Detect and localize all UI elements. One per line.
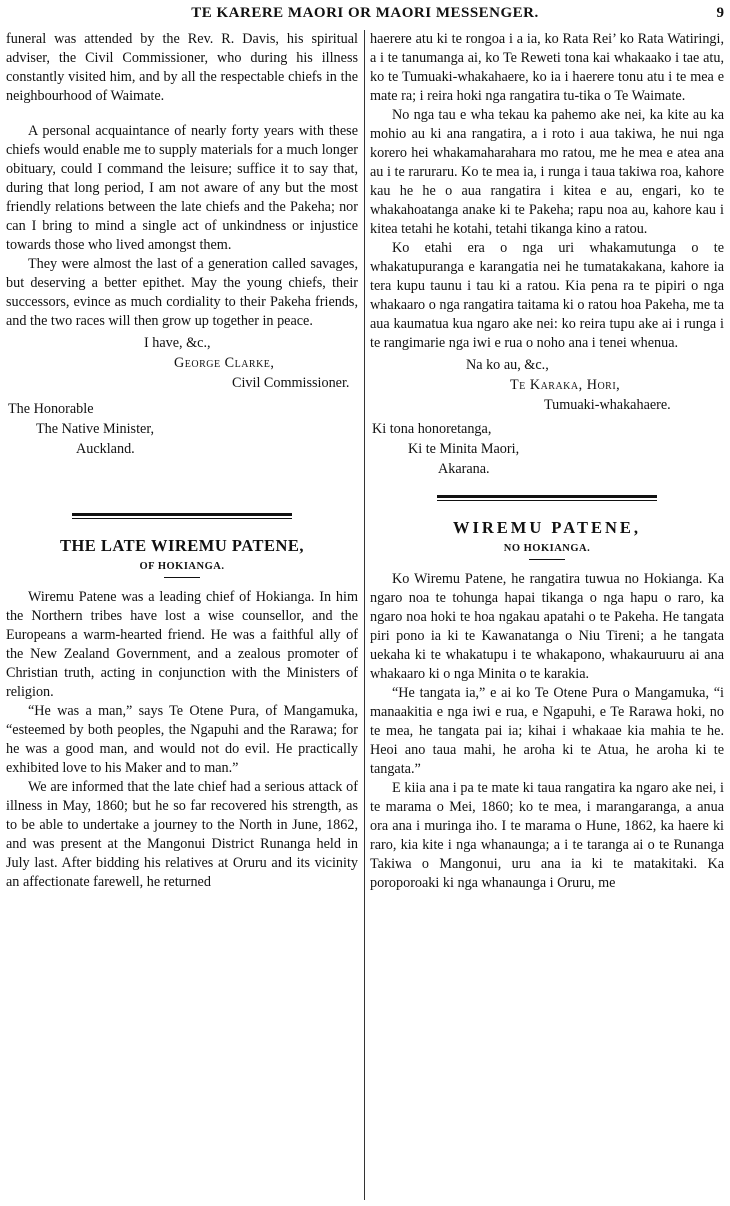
article-subheading: NO HOKIANGA. — [503, 543, 591, 554]
addressee-line: Ki te Minita Maori, — [408, 441, 520, 457]
paragraph: “He was a man,” says Te Otene Pura, of Mangamuka, “esteemed by both peoples, the Ngapuhi and the Rarawa; for he was a good man, and would not do evil. He practically exhibited love to his Maker and to man.” — [6, 703, 358, 776]
paragraph: A personal acquaintance of nearly forty years with these chiefs would enable me to supply materials for a much longer obituary, could I command the leisure; suffice it to say that, during that long period, I am not aware of any but the most friendly relations between the late chiefs and the Pakeha; nor can I bring to mind a single act of unkindness or injustice towards those who lived amongst them. — [6, 123, 358, 253]
paragraph: haerere atu ki te rongoa i a ia, ko Rata Rei’ ko Rata Watiringi, a i te tanumanga ai, ko Te Reweti tona kai whakaako i tae atu, ko te Tumuaki-whakahaere, ko ia i haerere tonu atu i te mea e mate ra; i reira hoki nga rangatira tu-tika o Te Waimate. — [370, 31, 724, 104]
addressee-line: The Honorable — [8, 401, 94, 417]
page-number: 9 — [716, 5, 724, 21]
signatory-title: Tumuaki-whakahaere. — [544, 397, 671, 413]
signatory-title: Civil Commissioner. — [232, 375, 350, 391]
paragraph: E kiia ana i pa te mate ki taua rangatira ka ngaro ake nei, i te marama o Mei, 1860; ko te mea, i marangaranga, a anua ora ana i muringa iho. I te marama o Hune, 1862, ka haere ki raro, kia kite i nga whanaunga; a i te taranga ai o te Runanga Takiwa o Mangonui, uru ana ia ki te matakitaki. Ka poroporoaki ki nga whanaunga i Oruru, me — [370, 780, 724, 891]
addressee-line: Akarana. — [438, 461, 490, 477]
running-header — [0, 5, 730, 27]
article-heading: WIREMU PATENE, — [452, 518, 642, 537]
article-heading: THE LATE WIREMU PATENE, — [59, 536, 305, 555]
english-column — [6, 30, 358, 892]
paragraph: Ko etahi era o nga uri whakamutunga o te whakatupuranga e karangatia nei he tumatakakana, kahore ia tera kupu taunu i tau ki a ratou. Kia pena ra te pipiri o nga whakaaro o nga rangatira taitama ki o ratou hoa Pakeha, me ta aua kaumatua kua ngaro ake nei: ko reira tupu ake ai i runga i te rangimarie nga iwi e rua o noho ana i tenei whenua. — [370, 240, 724, 351]
section-rule — [437, 495, 657, 498]
addressee-line: The Native Minister, — [36, 421, 155, 437]
letter-closing: I have, &c., — [144, 335, 211, 351]
paragraph: “He tangata ia,” e ai ko Te Otene Pura o Mangamuka, “i manaakitia e nga iwi e rua, e Ngapuhi, e Te Rarawa hoki, no te mea, he tangata pai ia; kihai i whakaae kia mahia te he. Heoi ano taua mahi, he aroha ki te Atua, he aroha ki te tangata.” — [370, 685, 724, 777]
paragraph: Wiremu Patene was a leading chief of Hokianga. In him the Northern tribes have lost a wise counsellor, and the Europeans a warm-hearted friend. He was a faithful ally of the New Zealand Government, and a zealous promoter of Christian truth, acting in conjunction with the Ministers of religion. — [6, 589, 358, 700]
newspaper-title: TE KARERE MAORI OR MAORI MESSENGER. — [191, 5, 539, 21]
paragraph: Ko Wiremu Patene, he rangatira tuwua no Hokianga. Ka ngaro noa te tohunga hapai tikanga o nga hapu o raro, ka ngaro noa hoki te hoa ngakau apatahi o te Pakeha. He tangata piri pono ia ki te Kawanatanga o Niu Tireni; a he tangata uekaha ki te whakatupu i te whakapono, whakauruuru ai ana whakaaro ki o nga Minita o te karakia. — [370, 571, 724, 682]
column-divider — [364, 30, 365, 1200]
addressee-line: Auckland. — [76, 441, 135, 457]
maori-column — [370, 30, 724, 893]
article-subheading: OF HOKIANGA. — [139, 561, 225, 572]
signatory-name: George Clarke, — [174, 355, 275, 371]
paragraph: We are informed that the late chief had a serious attack of illness in May, 1860; but he so far recovered his strength, as to be able to undertake a journey to the North in June, 1862, and was present at the Mangonui District Runanga held in July last. After bidding his relatives at Oruru and its vicinity an affectionate farewell, he returned — [6, 779, 358, 890]
paragraph: funeral was attended by the Rev. R. Davis, his spiritual adviser, the Civil Commissioner, who during his illness constantly visited him, and by all the respectable chiefs in the neighbourhood of Waimate. — [6, 31, 358, 104]
letter-closing: Na ko au, &c., — [466, 357, 549, 373]
section-rule — [72, 513, 292, 516]
paragraph: They were almost the last of a generation called savages, but deserving a better epithet. May the young chiefs, their successors, evince as much cordiality to their Pakeha friends, and the two races will then grow up together in peace. — [6, 256, 358, 329]
addressee-line: Ki tona honoretanga, — [372, 421, 492, 437]
paragraph: No nga tau e wha tekau ka pahemo ake nei, ka kite au ka mohio au ki ana rangatira, a i roto i aua takiwa, he nui nga korero hei whakamaharahara mo ratou, me he mea e atea ana au i te raruraru. Ko te mea ia, i runga i taua takiwa roa, kahore kau he he o aua rangatira i kitea e au, engari, ko te whakahoatanga anake ki te Pakeha; rapu noa au, kahore kau i kitea tetahi he kotahi, tetahi tikanga kino a ratou. — [370, 107, 724, 237]
signatory-name: Te Karaka, Hori, — [510, 377, 621, 393]
